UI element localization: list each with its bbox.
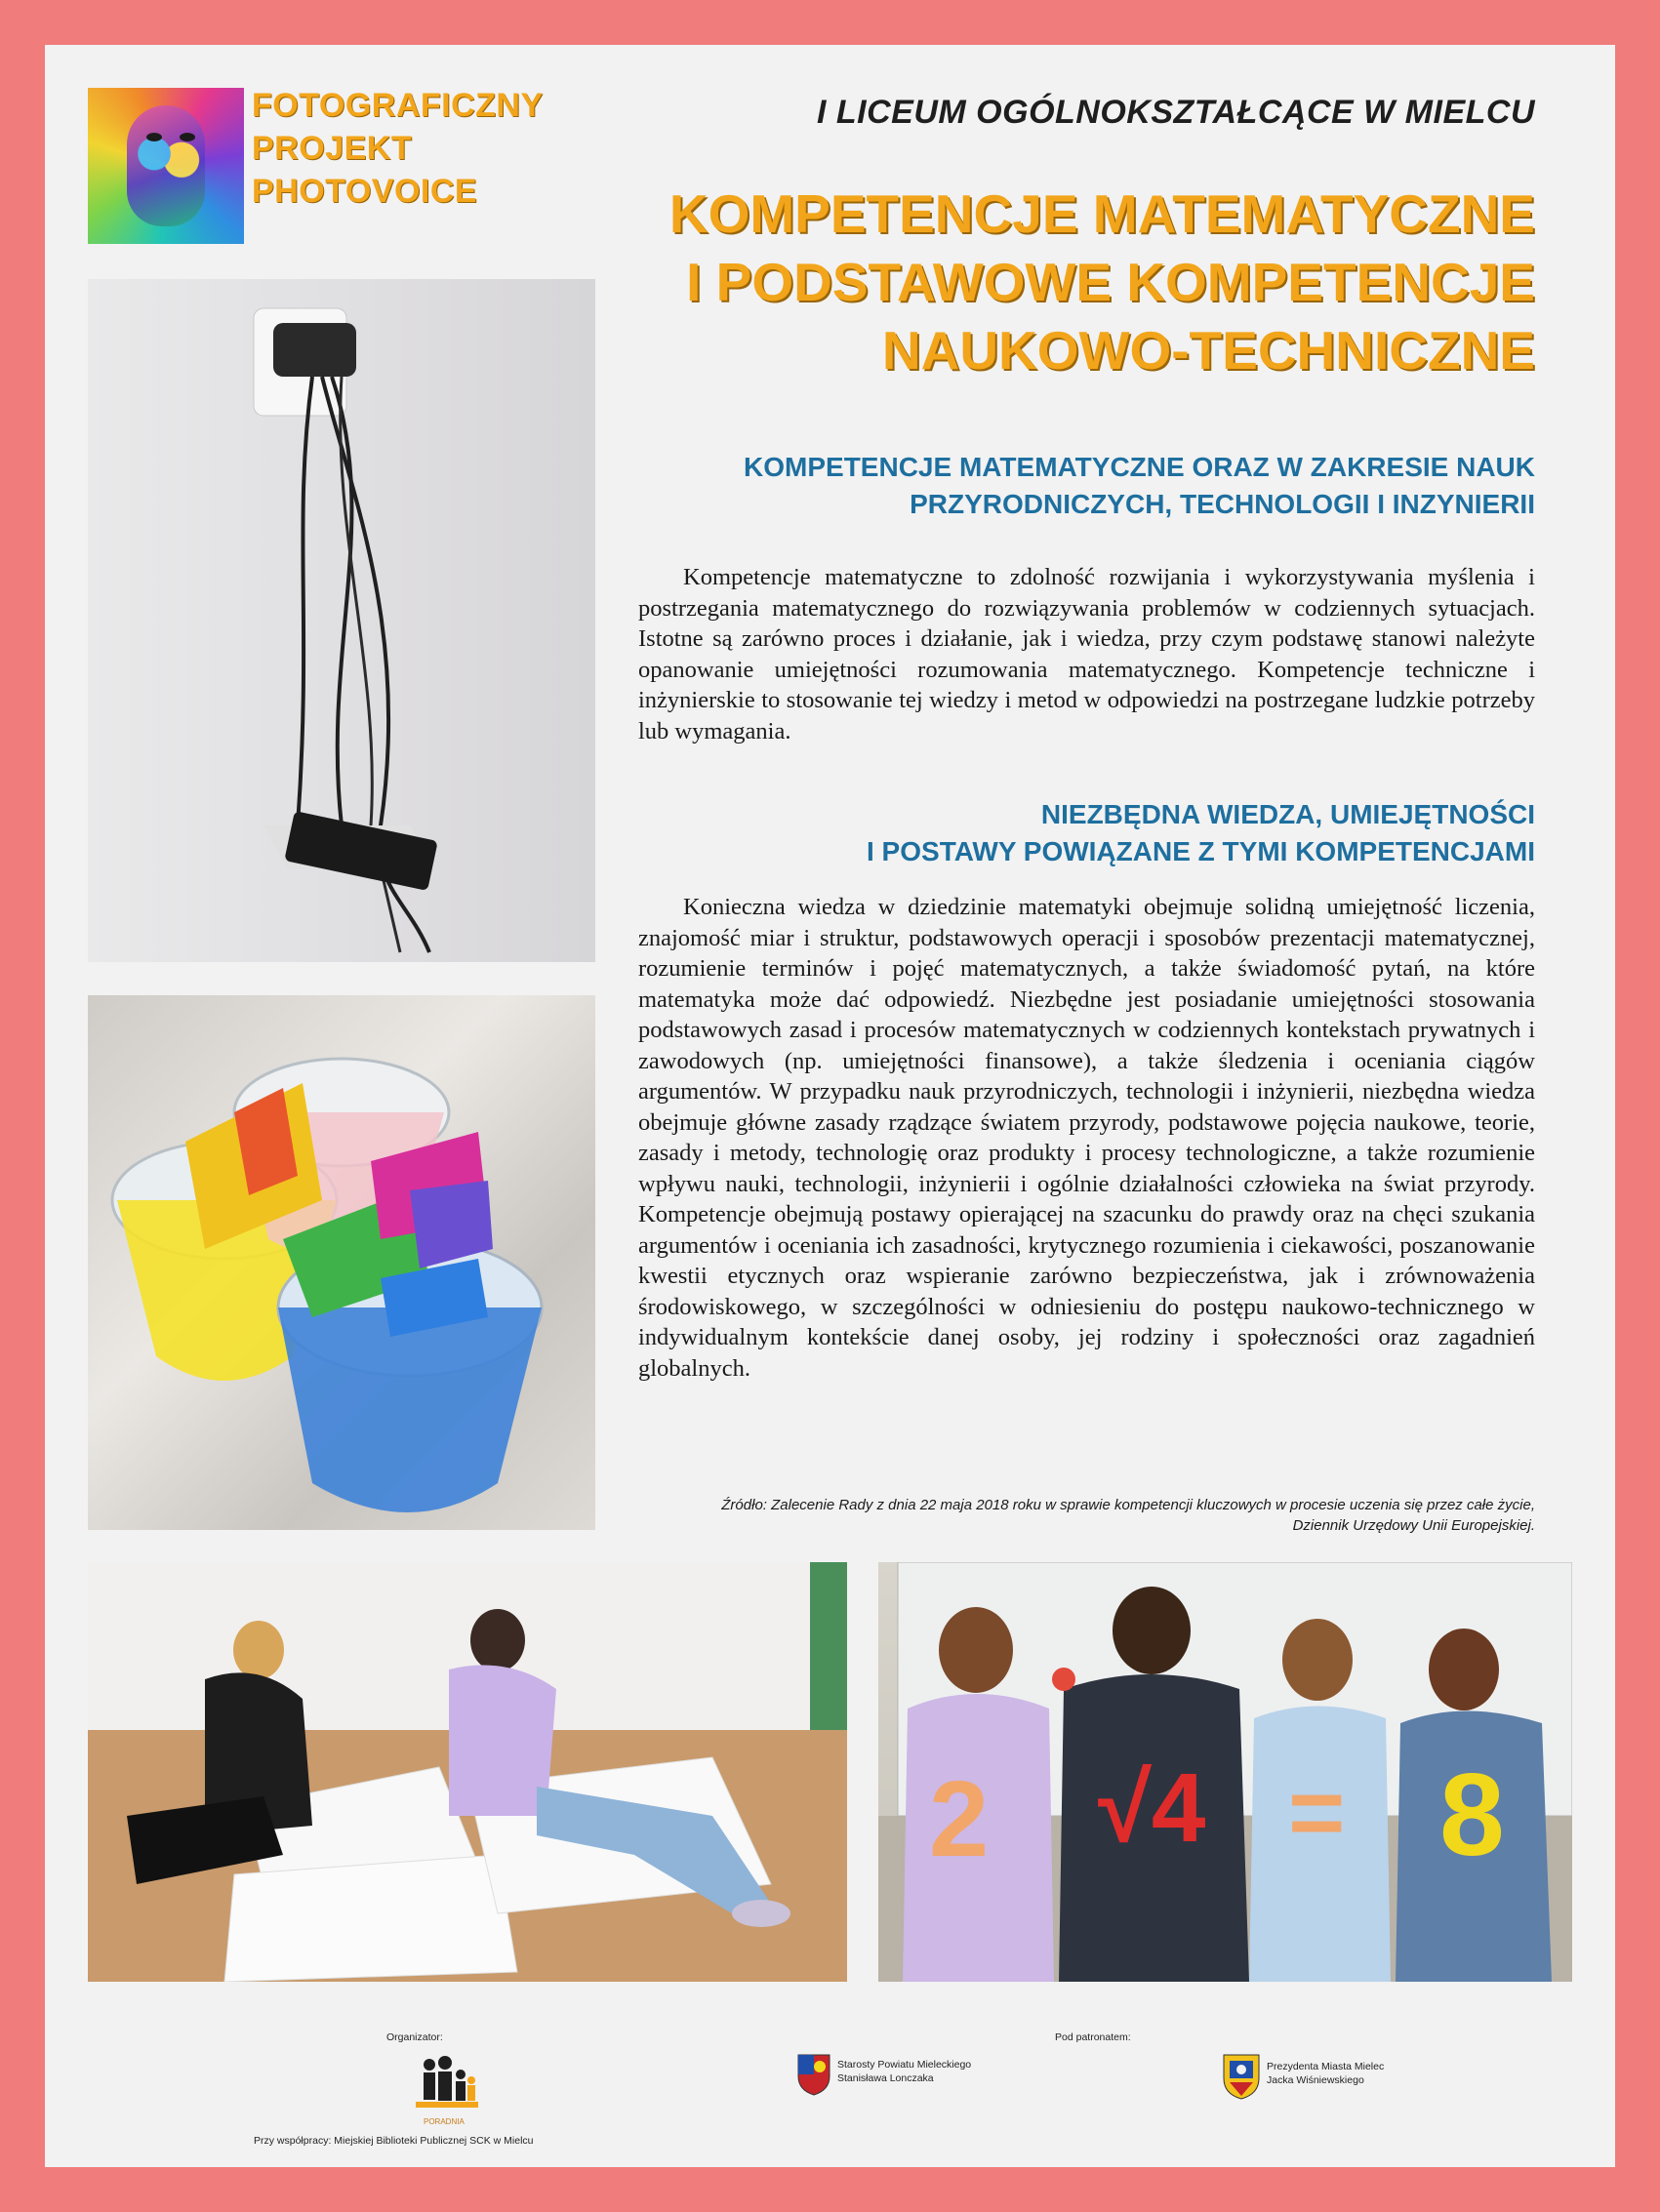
patron2-line1: Prezydenta Miasta Mielec [1267,2061,1385,2072]
source-citation: Źródło: Zalecenie Rady z dnia 22 maja 2018 roku w sprawie kompetencji kluczowych w procesie uczenia się przez całe życie, Dziennik Urzędowy Unii Europejskiej. [721,1497,1535,1534]
label-equals: = [1288,1758,1346,1868]
label-sqrt-four: √4 [1098,1753,1206,1863]
family-logo-icon [416,2053,478,2115]
section2-paragraph: Konieczna wiedza w dziedzinie matematyki obejmuje solidną umiejętność liczenia, znajomość miar i struktur, podstawowych operacji i sposobów prezentacji matematycznej, rozumienie terminów i pojęć matematycznych, a także świadomość pytań, na które matematyka może dać odpowiedź. Niezbędne jest posiadanie umiejętności stosowania podstawowych zasad i procesów matematycznych w codziennych kontekstach prywatnych i zawodowych (np. umiejętności finansowe), a także śledzenia i oceniania ciągów argumentów. W przypadku nauk przyrodniczych, technologii i inżynierii, niezbędna wiedza obejmuje główne zasady rządzące światem przyrody, podstawowe pojęcia naukowe, teorie, zasady i metody, technologię oraz produkty i procesy technologiczne, a także rozumienie wpływu nauki, technologii, inżynierii i ogólnie działalności człowieka na świat przyrody. Kompetencje obejmują postawy opierającej na szacunku do prawdy oraz na chęci szukania argumentów i oceniania ich zasadności, krytycznego rozumienia i ciekawości, poszanowanie kwestii etycznych oraz wspieranie zarówno bezpieczeństwa, jak i zrównoważenia środowiskowego, w szczególności w odniesieniu do postępu naukowo-technicznego w indywidualnym kontekście danej osoby, jej rodziny i społeczności oraz zagadnień globalnych. [638,894,1535,1382]
colorful-face-logo [88,88,244,244]
patron2-line2: Jacka Wiśniewskiego [1267,2074,1364,2086]
organizer-logo-text: PORADNIA [424,2117,465,2126]
organizer-label: Organizator: [386,2031,443,2043]
county-coat-of-arms-icon [796,2053,831,2096]
cooperation-note: Przy współpracy: Miejskiej Biblioteki Publicznej SCK w Mielcu [254,2135,534,2147]
phone-charger-photo [88,279,595,962]
patron1-line2: Stanisława Lonczaka [837,2072,934,2084]
patron1-line1: Starosty Powiatu Mieleckiego [837,2059,972,2071]
label-two: 2 [929,1759,990,1879]
section2-heading: NIEZBĘDNA WIEDZA, UMIEJĘTNOŚCI I POSTAWY POWIĄZANE Z TYMI KOMPETENCJAMI [867,799,1535,866]
poster-sheet [45,45,1615,2167]
patronage-label: Pod patronatem: [1055,2031,1131,2043]
section1-heading: KOMPETENCJE MATEMATYCZNE ORAZ W ZAKRESIE NAUK PRZYRODNICZYCH, TECHNOLOGII I INZYNIERII [744,452,1535,519]
painted-face-image [127,105,205,226]
main-title: KOMPETENCJE MATEMATYCZNE I PODSTAWOWE KOMPETENCJE NAUKOWO-TECHNICZNE [668,183,1535,381]
section1-paragraph: Kompetencje matematyczne to zdolność rozwijania i wykorzystywania myślenia i postrzegania matematycznego do rozwiązywania problemów w codziennych sytuacjach. Istotne są zarówno proces i działanie, jak i wiedza, przy czym podstawę stanowi należyte opanowanie umiejętności rozumowania matematycznego. Kompetencje techniczne i inżynierskie to stosowanie tej wiedzy i metod w odpowiedzi na postrzegane ludzkie potrzeby lub wymagania. [638,564,1535,744]
students-drawing-photo [88,1562,847,1982]
project-title: FOTOGRAFICZNY PROJEKT PHOTOVOICE [252,87,544,210]
rainbow-cups-photo [88,995,595,1530]
school-name: I LICEUM OGÓLNOKSZTAŁCĄCE W MIELCU [817,94,1535,131]
label-eight: 8 [1439,1749,1505,1880]
students-equation-photo [878,1562,1572,1982]
city-coat-of-arms-icon [1222,2053,1261,2100]
